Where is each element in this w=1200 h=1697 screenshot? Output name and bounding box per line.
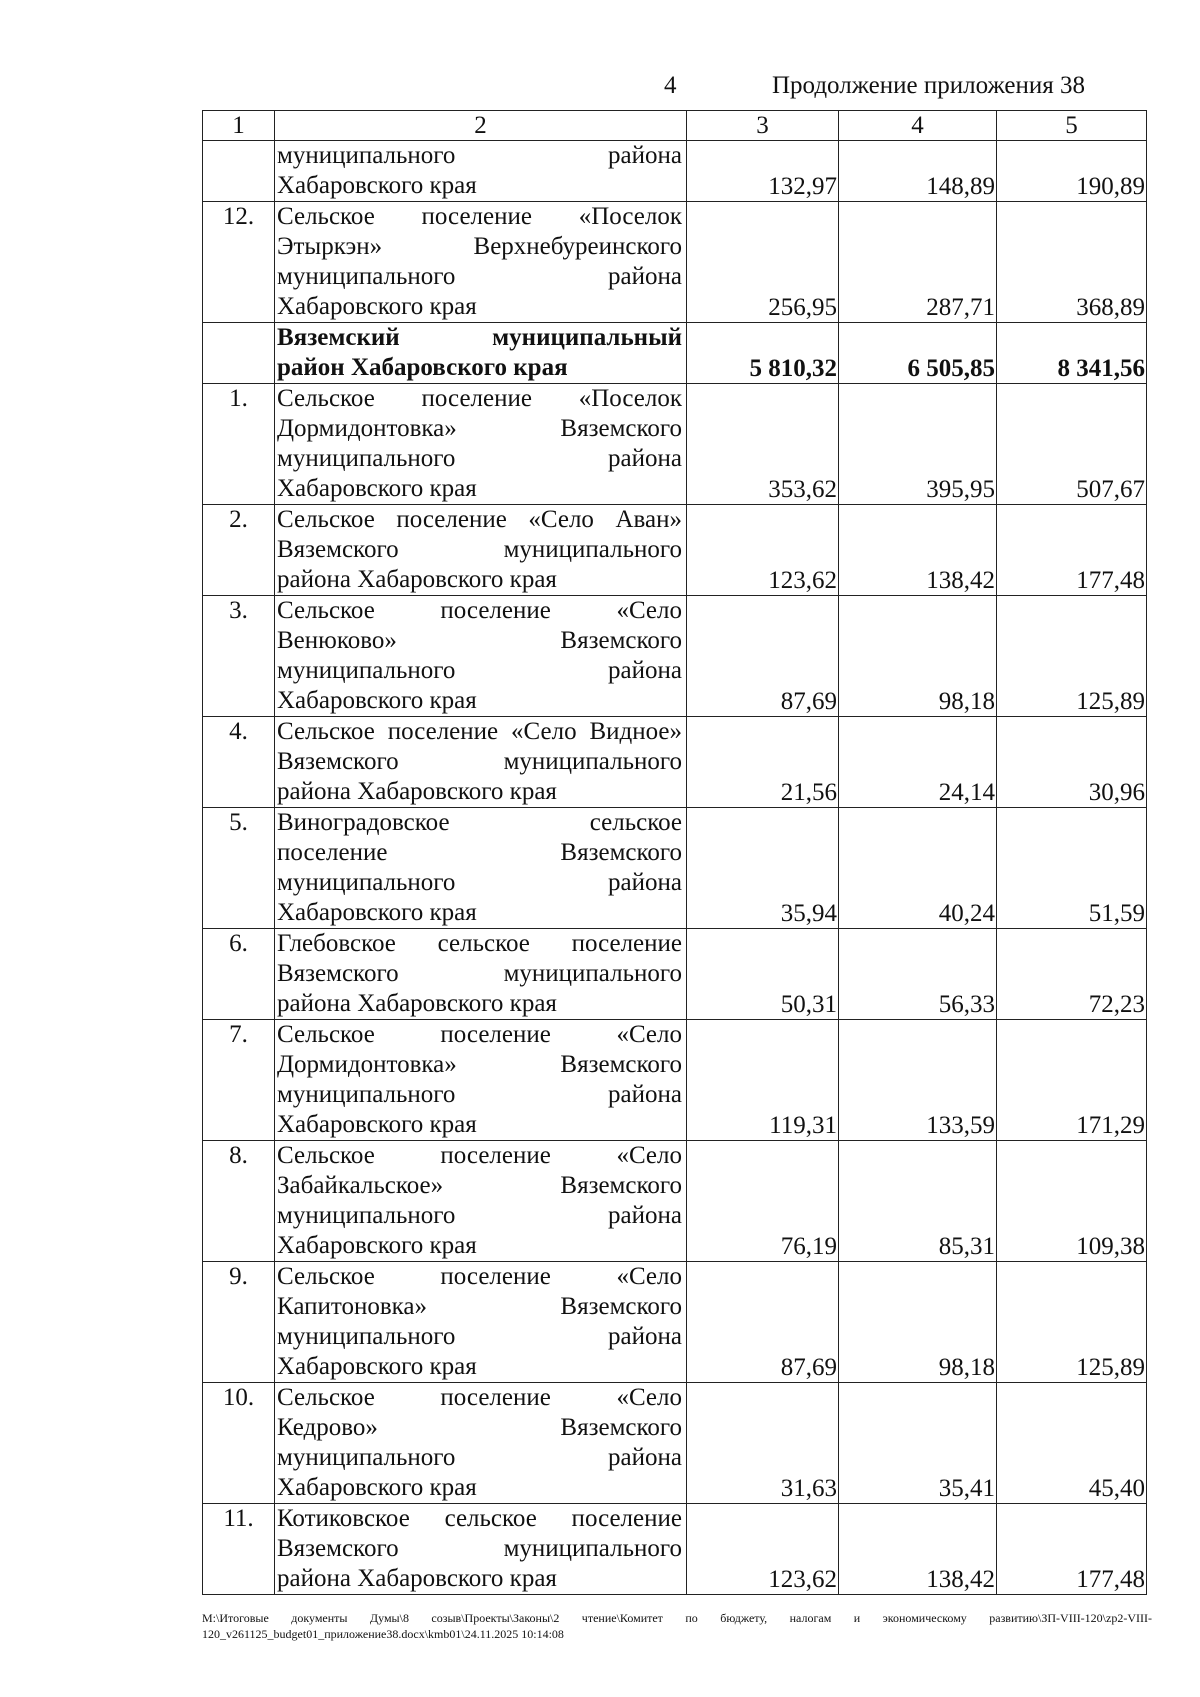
settlement-name bbox=[275, 1383, 687, 1504]
amount-v3: 87,69 bbox=[687, 596, 839, 717]
amount-v5: 8 341,56 bbox=[997, 323, 1147, 384]
amount-v4: 148,89 bbox=[839, 141, 997, 202]
name-line: Котиковское сельское поселение bbox=[277, 1505, 682, 1532]
amount-v4: 6 505,85 bbox=[839, 323, 997, 384]
name-line: поселение Вяземского bbox=[277, 839, 682, 866]
amount-v4: 98,18 bbox=[839, 596, 997, 717]
table-row bbox=[203, 717, 1147, 808]
amount-v4: 133,59 bbox=[839, 1020, 997, 1141]
row-number: 11. bbox=[203, 1504, 275, 1595]
settlement-name bbox=[275, 1020, 687, 1141]
row-number bbox=[203, 323, 275, 384]
name-line: Вяземского муниципального bbox=[277, 748, 682, 775]
amount-v5: 125,89 bbox=[997, 596, 1147, 717]
page-number: 4 bbox=[664, 72, 677, 99]
amount-v5: 190,89 bbox=[997, 141, 1147, 202]
name-line: Хабаровского края bbox=[277, 687, 477, 714]
name-line: Сельское поселение «Село bbox=[277, 1021, 682, 1048]
settlement-name bbox=[275, 323, 687, 384]
column-header: 1 bbox=[203, 111, 275, 141]
table-row bbox=[203, 929, 1147, 1020]
amount-v5: 72,23 bbox=[997, 929, 1147, 1020]
amount-v4: 395,95 bbox=[839, 384, 997, 505]
name-line: муниципального района bbox=[277, 1081, 682, 1108]
name-line: муниципального района bbox=[277, 657, 682, 684]
budget-table bbox=[202, 110, 1147, 1595]
name-line: Хабаровского края bbox=[277, 1353, 477, 1380]
name-line: Хабаровского края bbox=[277, 172, 477, 199]
amount-v3: 353,62 bbox=[687, 384, 839, 505]
file-path-footer: M:\Итоговые документы Думы\8 созыв\Проекты\Законы\2 чтение\Комитет по бюджету, налогам и экономическому развитию\ЗП-VIII-120\zp2-VIII-120_v261125_budget01_приложение38.docx\kmb01\24.11.2025 10:14:08 bbox=[202, 1611, 1152, 1641]
row-number: 12. bbox=[203, 202, 275, 323]
name-line: района Хабаровского края bbox=[277, 778, 557, 805]
settlement-name bbox=[275, 717, 687, 808]
name-line: Дормидонтовка» Вяземского bbox=[277, 1051, 682, 1078]
name-line: Сельское поселение «Село Аван» bbox=[277, 506, 682, 533]
table-row bbox=[203, 808, 1147, 929]
name-line: Хабаровского края bbox=[277, 293, 477, 320]
table-row bbox=[203, 505, 1147, 596]
amount-v5: 177,48 bbox=[997, 505, 1147, 596]
column-header: 2 bbox=[275, 111, 687, 141]
settlement-name bbox=[275, 1141, 687, 1262]
amount-v4: 138,42 bbox=[839, 1504, 997, 1595]
amount-v5: 171,29 bbox=[997, 1020, 1147, 1141]
name-line: Сельское поселение «Село bbox=[277, 1263, 682, 1290]
column-number-row bbox=[203, 111, 1147, 141]
table-row bbox=[203, 202, 1147, 323]
name-line: района Хабаровского края bbox=[277, 1565, 557, 1592]
table-row bbox=[203, 384, 1147, 505]
amount-v5: 51,59 bbox=[997, 808, 1147, 929]
amount-v3: 119,31 bbox=[687, 1020, 839, 1141]
row-number: 6. bbox=[203, 929, 275, 1020]
row-number: 5. bbox=[203, 808, 275, 929]
table-row bbox=[203, 1504, 1147, 1595]
amount-v4: 138,42 bbox=[839, 505, 997, 596]
amount-v5: 507,67 bbox=[997, 384, 1147, 505]
continuation-label: Продолжение приложения 38 bbox=[772, 72, 1086, 99]
column-header: 4 bbox=[839, 111, 997, 141]
table-row bbox=[203, 596, 1147, 717]
name-line: Венюково» Вяземского bbox=[277, 627, 682, 654]
name-line: Вяземского муниципального bbox=[277, 536, 682, 563]
settlement-name bbox=[275, 596, 687, 717]
amount-v3: 76,19 bbox=[687, 1141, 839, 1262]
name-line: Сельское поселение «Поселок bbox=[277, 385, 682, 412]
amount-v5: 30,96 bbox=[997, 717, 1147, 808]
settlement-name bbox=[275, 202, 687, 323]
name-line: Хабаровского края bbox=[277, 475, 477, 502]
amount-v3: 256,95 bbox=[687, 202, 839, 323]
name-line: Этыркэн» Верхнебуреинского bbox=[277, 233, 682, 260]
amount-v3: 31,63 bbox=[687, 1383, 839, 1504]
name-line: Сельское поселение «Село bbox=[277, 1384, 682, 1411]
row-number: 3. bbox=[203, 596, 275, 717]
name-line: Кедрово» Вяземского bbox=[277, 1414, 682, 1441]
amount-v3: 50,31 bbox=[687, 929, 839, 1020]
amount-v4: 85,31 bbox=[839, 1141, 997, 1262]
name-line: муниципального района bbox=[277, 869, 682, 896]
name-line: муниципального района bbox=[277, 142, 682, 169]
name-line: район Хабаровского края bbox=[277, 354, 568, 381]
table-row bbox=[203, 1383, 1147, 1504]
name-line: Дормидонтовка» Вяземского bbox=[277, 415, 682, 442]
amount-v3: 123,62 bbox=[687, 1504, 839, 1595]
name-line: Вяземского муниципального bbox=[277, 960, 682, 987]
settlement-name bbox=[275, 808, 687, 929]
name-line: района Хабаровского края bbox=[277, 990, 557, 1017]
name-line: Сельское поселение «Село bbox=[277, 1142, 682, 1169]
amount-v5: 45,40 bbox=[997, 1383, 1147, 1504]
row-number bbox=[203, 141, 275, 202]
name-line: Сельское поселение «Село bbox=[277, 597, 682, 624]
name-line: Хабаровского края bbox=[277, 1474, 477, 1501]
row-number: 4. bbox=[203, 717, 275, 808]
name-line: Виноградовское сельское bbox=[277, 809, 682, 836]
name-line: района Хабаровского края bbox=[277, 566, 557, 593]
name-line: муниципального района bbox=[277, 445, 682, 472]
column-header: 3 bbox=[687, 111, 839, 141]
amount-v3: 35,94 bbox=[687, 808, 839, 929]
name-line: муниципального района bbox=[277, 263, 682, 290]
amount-v5: 177,48 bbox=[997, 1504, 1147, 1595]
amount-v5: 109,38 bbox=[997, 1141, 1147, 1262]
name-line: Вяземский муниципальный bbox=[277, 324, 682, 351]
name-line: Хабаровского края bbox=[277, 1111, 477, 1138]
table-row bbox=[203, 1262, 1147, 1383]
name-line: Сельское поселение «Село Видное» bbox=[277, 718, 682, 745]
row-number: 9. bbox=[203, 1262, 275, 1383]
amount-v3: 123,62 bbox=[687, 505, 839, 596]
name-line: Хабаровского края bbox=[277, 1232, 477, 1259]
column-header: 5 bbox=[997, 111, 1147, 141]
settlement-name bbox=[275, 141, 687, 202]
amount-v3: 132,97 bbox=[687, 141, 839, 202]
row-number: 7. bbox=[203, 1020, 275, 1141]
table-row bbox=[203, 1141, 1147, 1262]
settlement-name bbox=[275, 929, 687, 1020]
amount-v4: 24,14 bbox=[839, 717, 997, 808]
total-row bbox=[203, 323, 1147, 384]
row-number: 2. bbox=[203, 505, 275, 596]
name-line: Хабаровского края bbox=[277, 899, 477, 926]
settlement-name bbox=[275, 1504, 687, 1595]
row-number: 8. bbox=[203, 1141, 275, 1262]
table-row bbox=[203, 1020, 1147, 1141]
amount-v5: 368,89 bbox=[997, 202, 1147, 323]
row-number: 1. bbox=[203, 384, 275, 505]
amount-v4: 56,33 bbox=[839, 929, 997, 1020]
name-line: Глебовское сельское поселение bbox=[277, 930, 682, 957]
name-line: Вяземского муниципального bbox=[277, 1535, 682, 1562]
row-number: 10. bbox=[203, 1383, 275, 1504]
amount-v4: 40,24 bbox=[839, 808, 997, 929]
settlement-name bbox=[275, 505, 687, 596]
amount-v4: 287,71 bbox=[839, 202, 997, 323]
name-line: муниципального района bbox=[277, 1323, 682, 1350]
table-row bbox=[203, 141, 1147, 202]
amount-v3: 5 810,32 bbox=[687, 323, 839, 384]
name-line: муниципального района bbox=[277, 1444, 682, 1471]
amount-v4: 35,41 bbox=[839, 1383, 997, 1504]
name-line: муниципального района bbox=[277, 1202, 682, 1229]
name-line: Капитоновка» Вяземского bbox=[277, 1293, 682, 1320]
settlement-name bbox=[275, 384, 687, 505]
amount-v3: 87,69 bbox=[687, 1262, 839, 1383]
settlement-name bbox=[275, 1262, 687, 1383]
name-line: Сельское поселение «Поселок bbox=[277, 203, 682, 230]
name-line: Забайкальское» Вяземского bbox=[277, 1172, 682, 1199]
amount-v5: 125,89 bbox=[997, 1262, 1147, 1383]
amount-v4: 98,18 bbox=[839, 1262, 997, 1383]
amount-v3: 21,56 bbox=[687, 717, 839, 808]
